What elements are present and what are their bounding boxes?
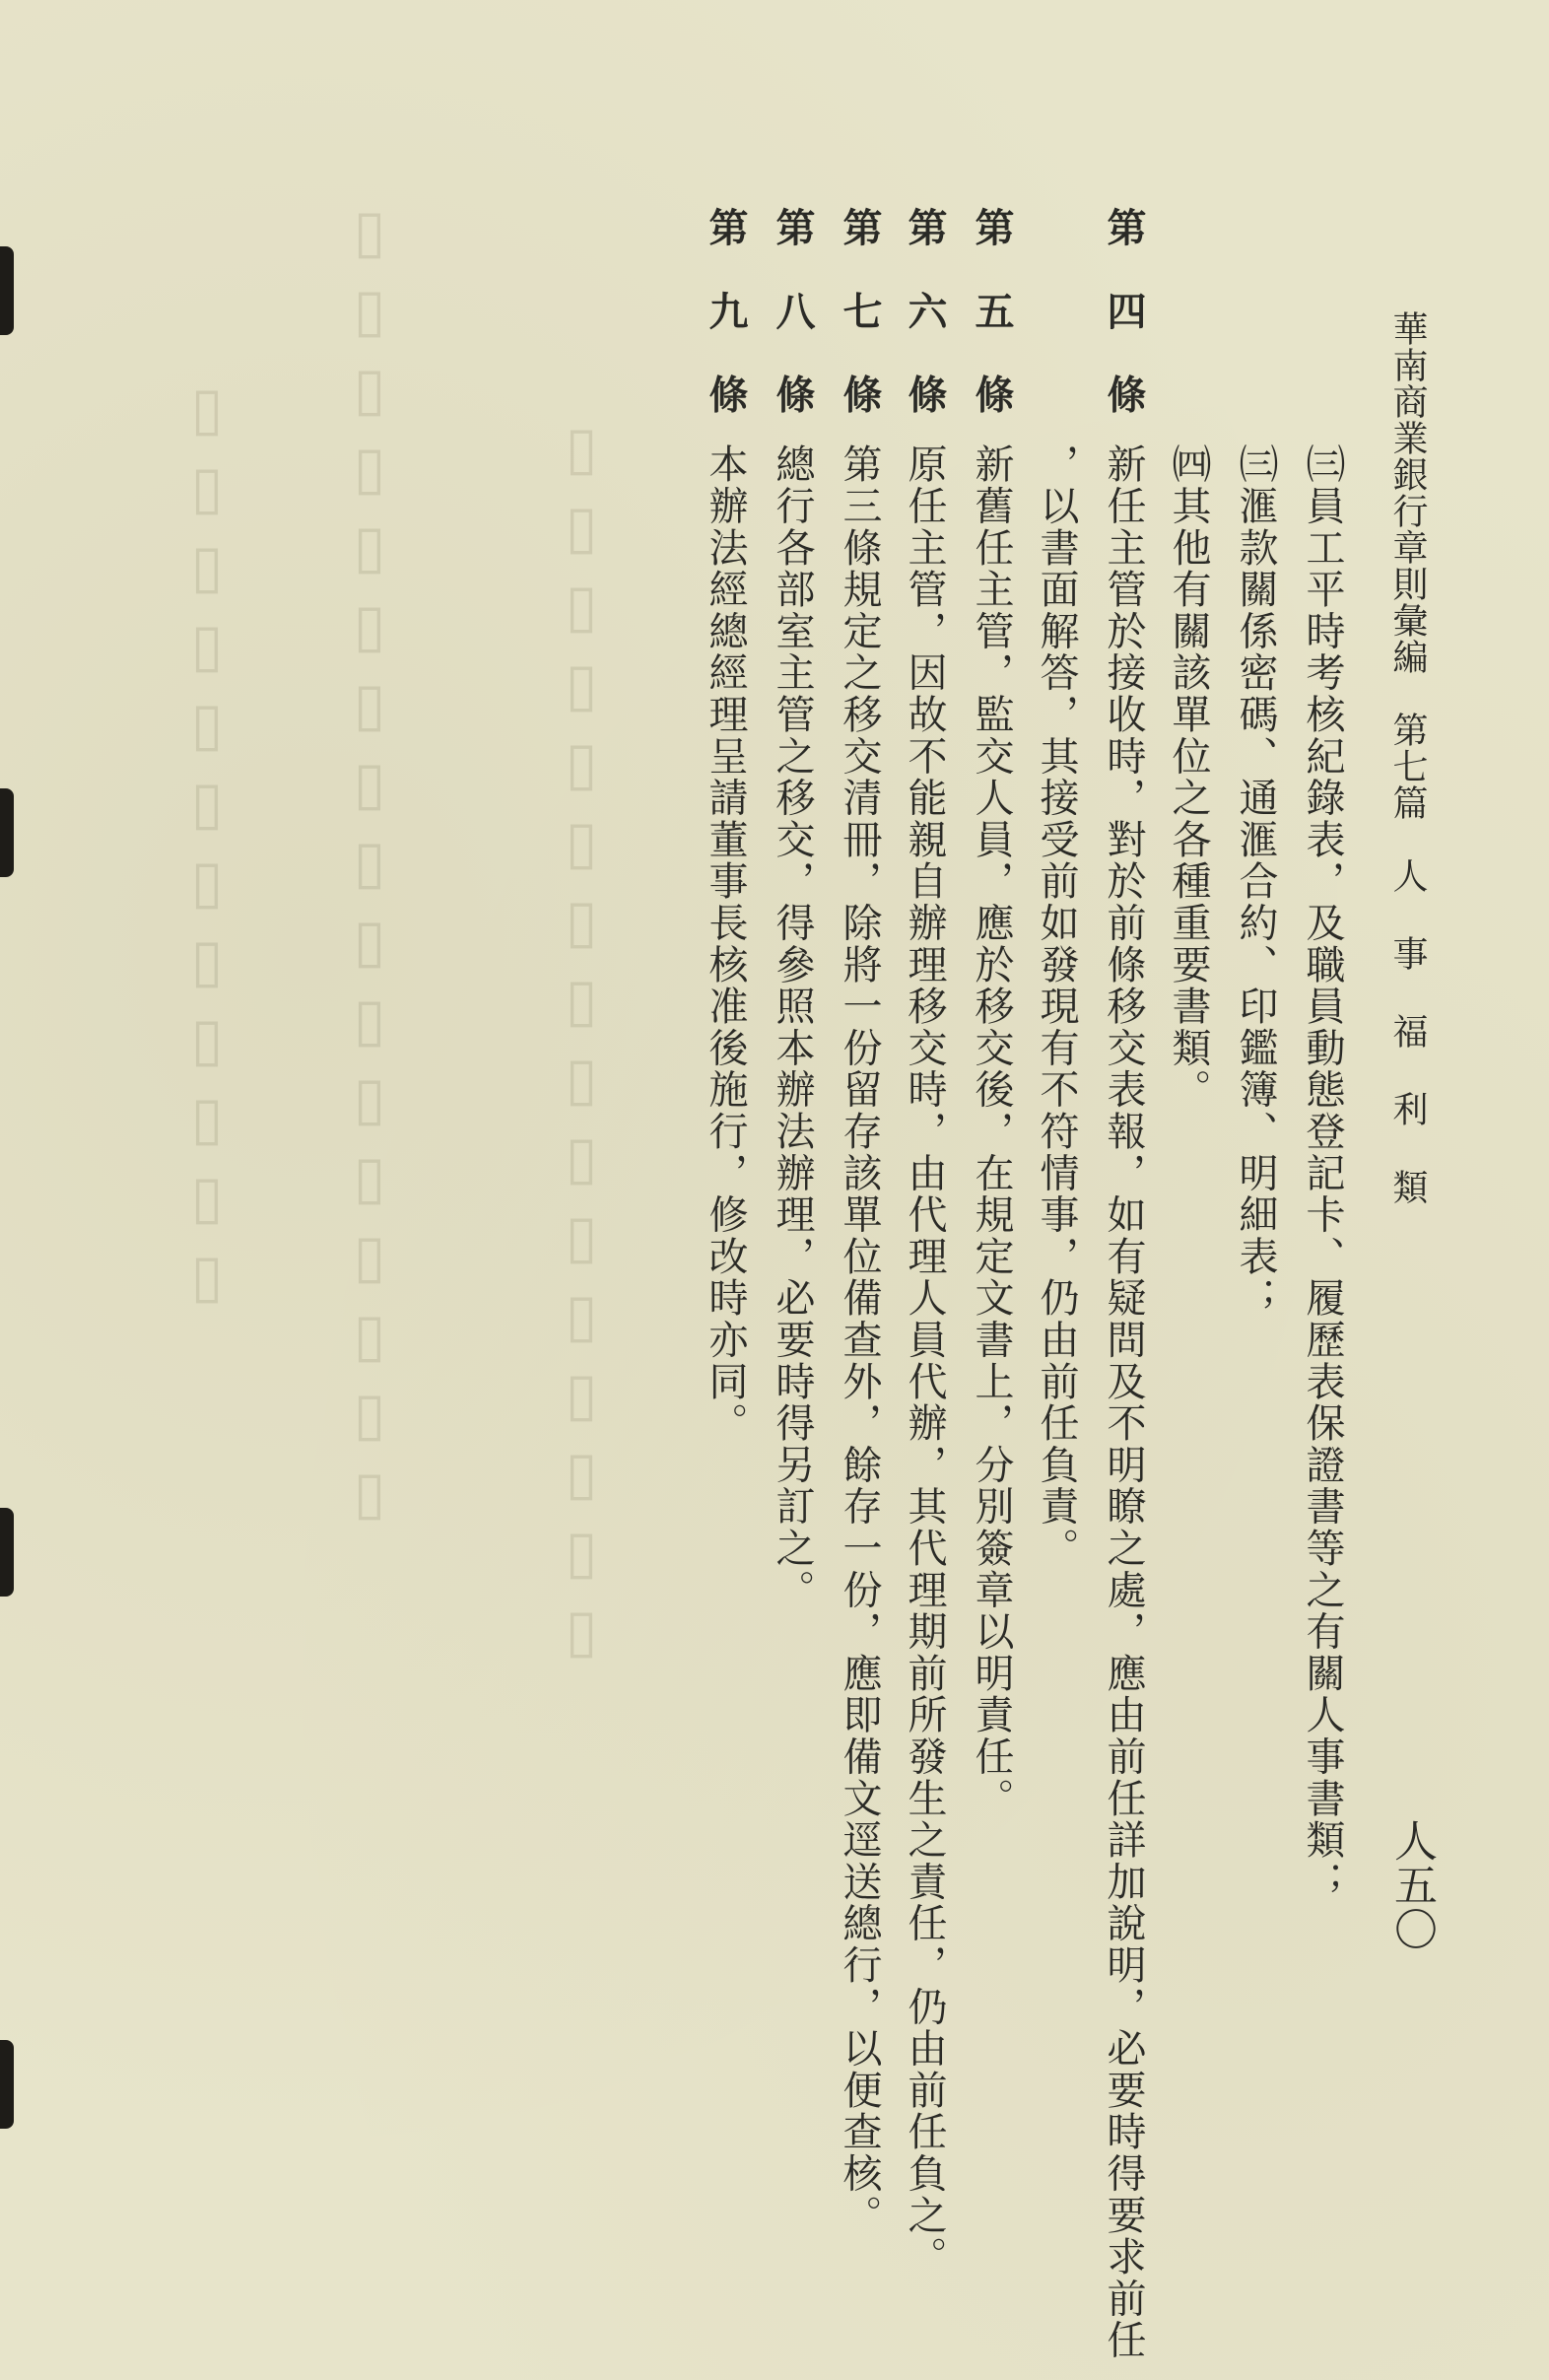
binding-hole: [0, 1508, 14, 1597]
list-item: ㈣其他有關該單位之各種重要書類。: [1166, 443, 1211, 1111]
article-7-label: 第 七 條: [837, 207, 883, 416]
article-5-label: 第 五 條: [969, 207, 1015, 416]
binding-hole: [0, 788, 14, 877]
article-4-text: 新任主管於接收時，對於前條移交表報，如有疑問及不明瞭之處，應由前任詳加說明，必要時得要求前任: [1101, 443, 1146, 2361]
show-through-texture: ▯▯▯▯▯▯▯▯▯▯▯▯▯▯▯▯: [547, 414, 616, 1675]
running-header-title: 華南商業銀行章則彙編 第七篇 人 事 福 利 類: [1387, 310, 1428, 1205]
list-item: ㈢滙款關係密碼、通滙合約、印鑑簿、明細表；: [1233, 443, 1278, 1320]
binding-hole: [0, 246, 14, 335]
article-8-label: 第 八 條: [770, 207, 816, 416]
article-9-text: 本辦法經總經理呈請董事長核准後施行，修改時亦同。: [703, 443, 748, 1445]
binding-hole: [0, 2040, 14, 2129]
article-9-label: 第 九 條: [703, 207, 749, 416]
article-4-label: 第 四 條: [1101, 207, 1147, 416]
article-4-continuation: ，以書面解答，其接受前如發現有不符情事，仍由前任負責。: [1034, 443, 1079, 1570]
article-6-label: 第 六 條: [902, 207, 948, 416]
show-through-texture: ▯▯▯▯▯▯▯▯▯▯▯▯: [172, 374, 241, 1321]
article-5-text: 新舊任主管，監交人員，應於移交後，在規定文書上，分別簽章以明責任。: [969, 443, 1014, 1819]
show-through-texture: ▯▯▯▯▯▯▯▯▯▯▯▯▯▯▯▯▯: [335, 197, 404, 1537]
page-number: 人五〇: [1386, 1818, 1437, 1951]
list-item: ㈢員工平時考核紀錄表，及職員動態登記卡、履歷表保證書等之有關人事書類；: [1300, 443, 1345, 1903]
article-6-text: 原任主管，因故不能親自辦理移交時，由代理人員代辦，其代理期前所發生之責任，仍由前任負之。: [902, 443, 947, 2278]
article-8-text: 總行各部室主管之移交，得參照本辦法辦理，必要時得另訂之。: [770, 443, 815, 1611]
article-7-text: 第三條規定之移交清冊，除將一份留存該單位備查外，餘存一份，應即備文逕送總行，以便查核。: [837, 443, 882, 2236]
